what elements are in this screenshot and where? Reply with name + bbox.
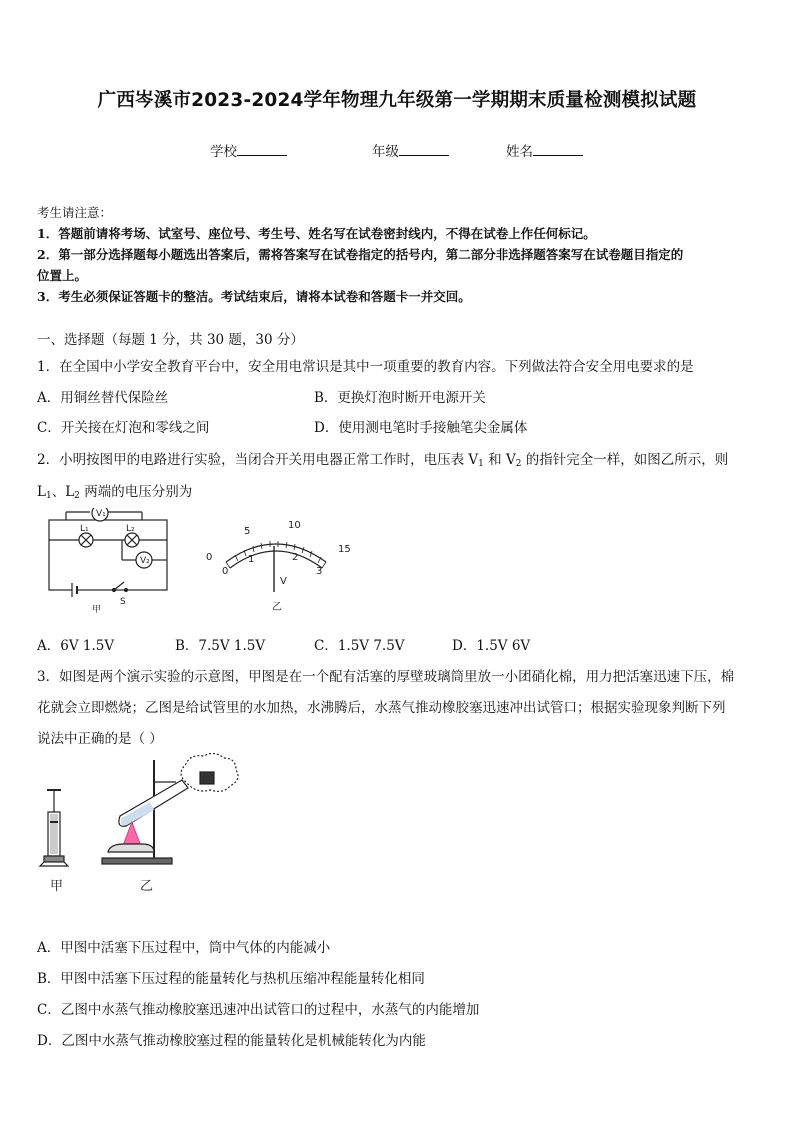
v2-label: V₂ bbox=[140, 556, 150, 566]
notice-item-2: 2．第一部分选择题每小题选出答案后，需将答案写在试卷指定的括号内，第二部分非选择题答案写在试卷题目指定的 bbox=[37, 247, 684, 262]
switch-label: S bbox=[120, 597, 126, 607]
school-blank bbox=[237, 143, 287, 156]
question-1-option-b: B．更换灯泡时断开电源开关 bbox=[314, 390, 486, 406]
unit-label: V bbox=[280, 576, 287, 587]
question-1-option-d: D．使用测电笔时手接触笔尖金属体 bbox=[314, 420, 528, 436]
question-2-stem-line2: $L_1$、$L_2$ 两端的电压分别为 bbox=[37, 484, 193, 501]
school-label: 学校 bbox=[210, 144, 237, 160]
meter-caption: 乙 bbox=[272, 602, 282, 613]
figure-caption-right: 乙 bbox=[140, 879, 154, 894]
question-3-option-b: B．甲图中活塞下压过程的能量转化与热机压缩冲程能量转化相同 bbox=[37, 971, 425, 987]
grade-field bbox=[372, 140, 449, 160]
question-3-stem-line1: 3．如图是两个演示实验的示意图，甲图是在一个配有活塞的厚壁玻璃筒里放一小团硝化棉，用力把活塞迅速下压，棉 bbox=[37, 669, 735, 685]
rubber-stopper-icon bbox=[200, 772, 214, 784]
question-2-option-a: A．6V 1.5V bbox=[37, 638, 115, 654]
question-2-stem: 2．小明按图甲的电路进行实验，当闭合开关用电器正常工作时，电压表 $V_1$ 和 $V_2$ 的指针完全一样，如图乙所示，则 bbox=[37, 452, 729, 469]
top-scale-15: 15 bbox=[338, 544, 351, 555]
notice-item-3: 3．考生必须保证答题卡的整洁。考试结束后，请将本试卷和答题卡一并交回。 bbox=[37, 289, 471, 304]
question-3-stem-line3: 说法中正确的是（ ） bbox=[37, 731, 163, 747]
grade-label: 年级 bbox=[372, 144, 399, 160]
question-3-option-a: A．甲图中活塞下压过程中，筒中气体的内能减小 bbox=[37, 940, 331, 956]
dial-ticks bbox=[226, 541, 326, 568]
experiment-figure bbox=[36, 752, 246, 894]
figure-caption-left: 甲 bbox=[50, 879, 64, 894]
notice-item-2-cont: 位置上。 bbox=[37, 268, 88, 283]
notice-heading: 考生请注意： bbox=[37, 205, 113, 220]
question-2-option-c: C．1.5V 7.5V bbox=[314, 638, 405, 654]
question-2-option-b: B．7.5V 1.5V bbox=[175, 638, 266, 654]
l1-label: L₁ bbox=[80, 524, 89, 534]
bottom-scale-1: 1 bbox=[248, 554, 255, 565]
voltmeter-dial bbox=[200, 512, 360, 614]
question-1-option-c: C．开关接在灯泡和零线之间 bbox=[37, 420, 210, 436]
bottom-scale-3: 3 bbox=[316, 566, 323, 577]
test-tube-apparatus-icon bbox=[102, 753, 238, 864]
top-scale-5: 5 bbox=[244, 526, 251, 537]
question-1-option-a: A．用铜丝替代保险丝 bbox=[37, 390, 169, 406]
question-2-option-d: D．1.5V 6V bbox=[452, 638, 531, 654]
dial-arc-inner bbox=[230, 551, 322, 568]
page-title: 广西岑溪市2023-2024学年物理九年级第一学期期末质量检测模拟试题 bbox=[97, 90, 697, 111]
question-1-stem: 1．在全国中小学安全教育平台中，安全用电常识是其中一项重要的教育内容。下列做法符合安全用电要求的是 bbox=[37, 359, 694, 375]
grade-blank bbox=[399, 143, 449, 156]
bottom-scale-2: 2 bbox=[292, 552, 299, 563]
section-heading: 一、选择题（每题 1 分，共 30 题，30 分） bbox=[37, 332, 304, 348]
v1-label: V₁ bbox=[96, 509, 106, 519]
burner-icon bbox=[108, 844, 154, 852]
question-3-option-c: C．乙图中水蒸气推动橡胶塞迅速冲出试管口的过程中，水蒸气的内能增加 bbox=[37, 1002, 480, 1018]
question-3-option-d: D．乙图中水蒸气推动橡胶塞过程的能量转化是机械能转化为内能 bbox=[37, 1033, 426, 1049]
name-field bbox=[506, 140, 583, 160]
circuit-caption: 甲 bbox=[92, 605, 102, 615]
question-3-stem-line2: 花就会立即燃烧；乙图是给试管里的水加热，水沸腾后，水蒸气推动橡胶塞迅速冲出试管口；根据实验现象判断下列 bbox=[37, 700, 726, 716]
notice-item-1: 1．答题前请将考场、试室号、座位号、考生号、姓名写在试卷密封线内，不得在试卷上作任何标记。 bbox=[37, 226, 596, 241]
top-scale-0: 0 bbox=[206, 552, 213, 563]
circuit-diagram bbox=[44, 508, 174, 616]
l2-label: L₂ bbox=[126, 524, 135, 534]
bottom-scale-0: 0 bbox=[222, 566, 229, 577]
name-blank bbox=[533, 143, 583, 156]
name-label: 姓名 bbox=[506, 144, 533, 160]
school-field bbox=[210, 140, 287, 160]
glass-cylinder-icon bbox=[40, 790, 68, 866]
top-scale-10: 10 bbox=[288, 520, 301, 531]
